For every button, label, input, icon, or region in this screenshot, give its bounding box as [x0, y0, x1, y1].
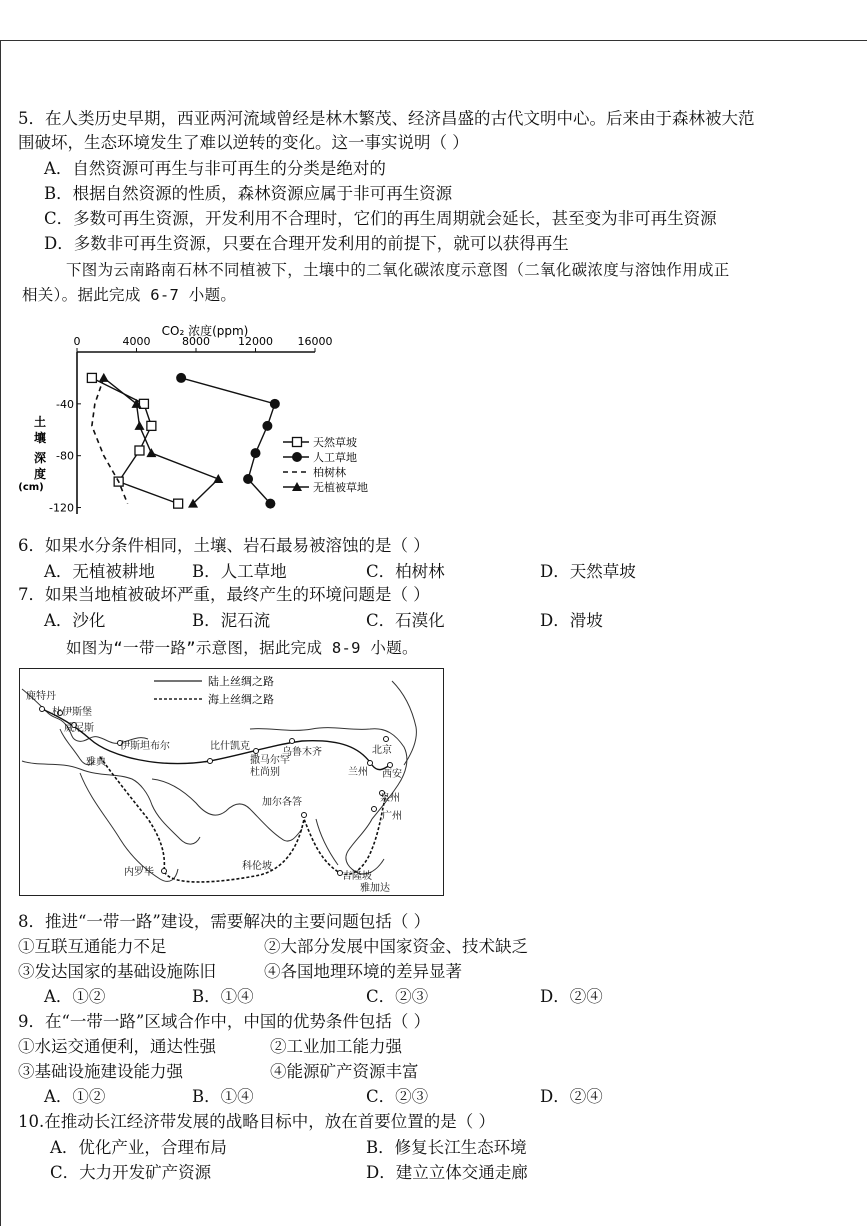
city-dushanbe: 杜尚别 [250, 767, 280, 778]
q7-stem: 7．如果当地植被破坏严重，最终产生的环境问题是（ ） [18, 585, 430, 604]
city-rotterdam: 鹿特丹 [26, 691, 56, 702]
q9-option-d: D．②④ [540, 1087, 603, 1106]
city-labels [26, 689, 402, 894]
x-tick-label: 16000 [297, 335, 333, 348]
intro-6-7-line2: 相关）。据此完成 6-7 小题。 [22, 286, 237, 304]
legend-label: 天然草坡 [313, 436, 357, 449]
city-venice: 威尼斯 [64, 723, 94, 734]
marker-square [147, 421, 156, 430]
legend-label: 无植被草地 [313, 481, 368, 494]
y-label-char: 壤 [33, 431, 47, 445]
city-colombo: 科伦坡 [242, 861, 272, 872]
q8-option-a: A．①② [44, 987, 106, 1006]
legend-entry [283, 450, 357, 464]
y-tick-label: -80 [56, 449, 74, 463]
q6-stem: 6．如果水分条件相同，土壤、岩石最易被溶蚀的是（ ） [18, 536, 430, 555]
marker-triangle [134, 421, 144, 430]
intro-6-7-line1: 下图为云南路南石林不同植被下，土壤中的二氧化碳浓度示意图（二氧化碳浓度与溶蚀作用成正 [66, 261, 730, 279]
legend-sea-label: 海上丝绸之路 [208, 693, 274, 706]
city-urumqi: 乌鲁木齐 [282, 747, 322, 758]
marker-square [293, 438, 302, 447]
co2-concentration-chart [15, 318, 395, 528]
y-tick-label: -40 [56, 397, 74, 411]
q8-item-4: ④各国地理环境的差异显著 [264, 962, 462, 981]
q6-option-b: B．人工草地 [192, 562, 287, 581]
q9-stem: 9．在“一带一路”区域合作中，中国的优势条件包括（ ） [18, 1012, 431, 1031]
q5-stem-line2: 围破坏，生态环境发生了难以逆转的变化。这一事实说明（ ） [18, 133, 469, 152]
marker-circle [262, 421, 272, 431]
city-guangzhou: 广州 [382, 811, 402, 822]
q7-option-d: D．滑坡 [540, 611, 603, 630]
marker-triangle [213, 474, 223, 483]
q8-item-3: ③发达国家的基础设施陈旧 [18, 962, 216, 981]
marker-square [135, 446, 144, 455]
page-top-border [0, 40, 867, 41]
q9-option-b: B．①④ [192, 1087, 254, 1106]
q7-option-b: B．泥石流 [192, 611, 271, 630]
city-samarkand: 撒马尔罕 [250, 755, 290, 766]
y-label-char: 度 [33, 467, 47, 481]
y-tick-label: -120 [49, 501, 74, 515]
q8-option-d: D．②④ [540, 987, 603, 1006]
chart-title: CO₂ 浓度(ppm) [161, 324, 249, 338]
legend-entry [283, 465, 346, 479]
series-line [92, 378, 178, 504]
marker-circle [176, 373, 186, 383]
q8-item-2: ②大部分发展中国家资金、技术缺乏 [264, 937, 528, 956]
city-beijing: 北京 [372, 745, 392, 756]
q5-option-d: D．多数非可再生资源，只要在合理开发利用的前提下，就可以获得再生 [44, 234, 569, 253]
city-kolkata: 加尔各答 [262, 797, 302, 808]
series-circle [176, 373, 280, 509]
q7-option-c: C．石漠化 [366, 611, 445, 630]
q6-option-d: D．天然草坡 [540, 562, 636, 581]
q10-stem: 10.在推动长江经济带发展的战略目标中，放在首要位置的是（ ） [18, 1112, 495, 1131]
marker-circle [265, 499, 275, 509]
q5-option-a: A．自然资源可再生与非可再生的分类是绝对的 [44, 159, 386, 178]
q10-option-a: A．优化产业，合理布局 [50, 1138, 227, 1157]
belt-road-map-drawing [20, 669, 442, 894]
q8-option-c: C．②③ [366, 987, 429, 1006]
x-tick-label: 0 [73, 335, 81, 348]
city-duisburg: 杜伊斯堡 [52, 707, 92, 718]
q10-option-b: B．修复长江生态环境 [366, 1138, 527, 1157]
chart-series [87, 373, 279, 509]
q5-option-b: B．根据自然资源的性质，森林资源应属于非可再生资源 [44, 184, 453, 203]
q5-option-c: C．多数可再生资源，开发利用不合理时，它们的再生周期就会延长，甚至变为非可再生资源 [44, 209, 717, 228]
belt-road-map [19, 668, 444, 896]
series-triangle [99, 373, 224, 508]
q6-option-c: C．柏树林 [366, 562, 445, 581]
q9-item-4: ④能源矿产资源丰富 [270, 1062, 419, 1081]
marker-circle [292, 452, 302, 462]
marker-triangle [146, 448, 156, 457]
chart-x-ticks [74, 335, 333, 352]
marker-circle [251, 448, 261, 458]
legend-land-label: 陆上丝绸之路 [208, 675, 274, 688]
marker-circle [270, 399, 280, 409]
city-athens: 雅典 [86, 757, 106, 768]
city-kuala-lumpur: 吉隆坡 [342, 871, 372, 882]
x-tick-label: 4000 [122, 335, 151, 348]
x-tick-label: 8000 [182, 335, 210, 348]
q9-item-3: ③基础设施建设能力强 [18, 1062, 183, 1081]
city-istanbul: 伊斯坦布尔 [120, 741, 170, 752]
intro-8-9: 如图为“一带一路”示意图，据此完成 8-9 小题。 [66, 639, 418, 657]
q9-item-1: ①水运交通便利，通达性强 [18, 1037, 216, 1056]
legend-label: 人工草地 [313, 451, 357, 464]
legend-entry [283, 480, 368, 494]
page-left-border [0, 40, 1, 1226]
series-square [87, 373, 182, 508]
q8-stem: 8．推进“一带一路”建设，需要解决的主要问题包括（ ） [18, 912, 431, 931]
legend-label: 柏树林 [313, 466, 346, 479]
city-quanzhou: 泉州 [380, 793, 400, 804]
q9-option-c: C．②③ [366, 1087, 429, 1106]
q5-stem-line1: 5．在人类历史早期，西亚两河流域曾经是林木繁茂、经济昌盛的古代文明中心。后来由于森林被大范 [18, 109, 755, 128]
q6-option-a: A．无植被耕地 [44, 562, 155, 581]
legend-entry [283, 435, 357, 449]
q9-item-2: ②工业加工能力强 [270, 1037, 402, 1056]
q10-option-c: C．大力开发矿产资源 [50, 1163, 212, 1182]
marker-triangle [99, 373, 109, 382]
q7-option-a: A．沙化 [44, 611, 106, 630]
series-line [181, 378, 275, 504]
marker-square [174, 499, 183, 508]
chart-axes [77, 352, 315, 514]
y-label-char: 土 [33, 415, 47, 429]
chart-y-label [18, 414, 46, 493]
marker-circle [243, 474, 253, 484]
y-label-char: 深 [33, 451, 47, 465]
city-lanzhou: 兰州 [348, 767, 368, 778]
chart-legend [283, 435, 368, 494]
y-label-char: (cm) [18, 482, 44, 493]
q8-item-1: ①互联互通能力不足 [18, 937, 167, 956]
city-xian: 西安 [382, 769, 402, 780]
q8-option-b: B．①④ [192, 987, 254, 1006]
q10-option-d: D．建立立体交通走廊 [366, 1163, 528, 1182]
x-tick-label: 12000 [238, 335, 273, 348]
city-nairobi: 内罗毕 [124, 867, 154, 878]
city-bishkek: 比什凯克 [210, 741, 250, 752]
q9-option-a: A．①② [44, 1087, 106, 1106]
marker-square [87, 373, 96, 382]
city-jakarta: 雅加达 [360, 883, 390, 894]
